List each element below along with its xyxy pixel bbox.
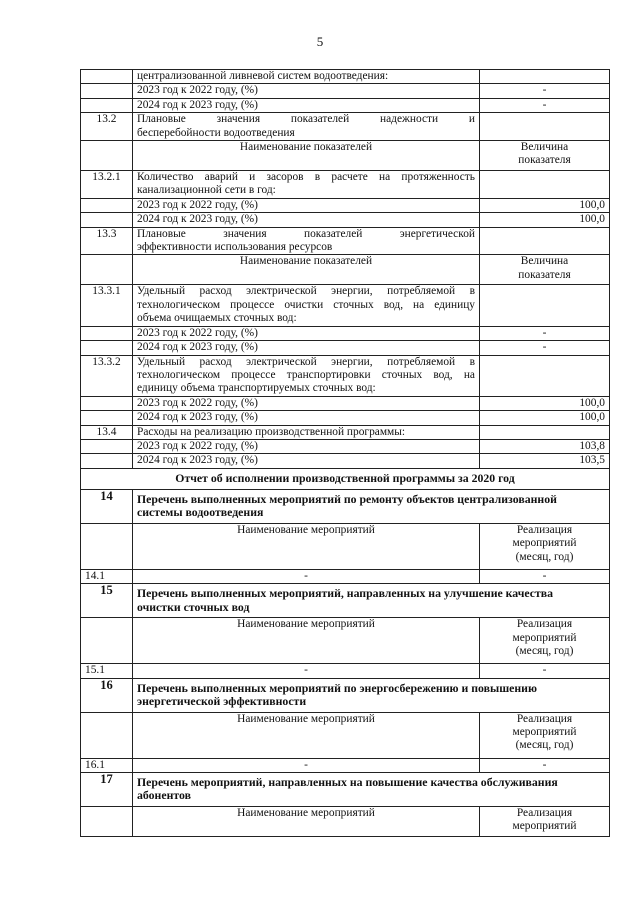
- table-row: [81, 70, 610, 84]
- header-name: Наименование показателей: [133, 141, 480, 171]
- table-row: [81, 411, 610, 425]
- table-row: [81, 569, 610, 583]
- section-number: 17: [81, 772, 133, 806]
- row-text: централизованной ливневой систем водоотведения:: [133, 70, 480, 84]
- row-text: 2023 год к 2022 году, (%): [133, 439, 480, 453]
- table-header-row: [81, 141, 610, 171]
- section-number: 16: [81, 678, 133, 712]
- section-title: Перечень выполненных мероприятий по энергосбережению и повышению энергетической эффективности: [133, 678, 610, 712]
- table-row: [81, 439, 610, 453]
- table-row: [81, 341, 610, 355]
- table-row: [81, 664, 610, 678]
- row-text: Плановые значения показателей надежности и бесперебойности водоотведения: [133, 113, 480, 141]
- row-text: Количество аварий и засоров в расчете на протяженность канализационной сети в год:: [133, 171, 480, 199]
- section-title: Перечень выполненных мероприятий по ремонту объектов централизованной системы водоотведения: [133, 489, 610, 523]
- header-value: Реализация мероприятий (месяц, год): [480, 712, 610, 758]
- table-row: [81, 355, 610, 396]
- page-number: 5: [316, 34, 324, 49]
- table-row: [81, 198, 610, 212]
- table-row: [81, 285, 610, 326]
- row-text: -: [133, 664, 480, 678]
- row-value: 100,0: [480, 198, 610, 212]
- section-number: 14: [81, 489, 133, 523]
- row-text: -: [133, 569, 480, 583]
- row-number: 13.4: [81, 425, 133, 439]
- table-row: [81, 454, 610, 468]
- table-row: [81, 213, 610, 227]
- row-text: 2024 год к 2023 году, (%): [133, 341, 480, 355]
- row-number: 13.2.1: [81, 171, 133, 199]
- section-row: [81, 678, 610, 712]
- header-name: Наименование показателей: [133, 255, 480, 285]
- row-value: 100,0: [480, 396, 610, 410]
- row-text: 2024 год к 2023 году, (%): [133, 411, 480, 425]
- row-number: 13.3: [81, 227, 133, 255]
- header-value: Величина показателя: [480, 255, 610, 285]
- header-value: Реализация мероприятий (месяц, год): [480, 523, 610, 569]
- row-value: -: [480, 84, 610, 98]
- row-value: -: [480, 569, 610, 583]
- header-value: Реализация мероприятий: [480, 806, 610, 836]
- table-header-row: [81, 255, 610, 285]
- row-value: -: [480, 758, 610, 772]
- row-value: 103,8: [480, 439, 610, 453]
- row-value: 103,5: [480, 454, 610, 468]
- table-header-row: [81, 618, 610, 664]
- table-row: [81, 758, 610, 772]
- table-header-row: [81, 806, 610, 836]
- row-number: 15.1: [81, 664, 133, 678]
- table-row: [81, 326, 610, 340]
- row-number: 13.3.1: [81, 285, 133, 326]
- row-text: -: [133, 758, 480, 772]
- row-text: 2024 год к 2023 году, (%): [133, 98, 480, 112]
- row-value: 100,0: [480, 213, 610, 227]
- row-text: 2024 год к 2023 году, (%): [133, 454, 480, 468]
- table-row: [81, 425, 610, 439]
- table-row: [81, 98, 610, 112]
- row-text: Удельный расход электрической энергии, потребляемой в технологическом процессе очистки сточных вод, на единицу объема очищаемых сточных вод:: [133, 285, 480, 326]
- header-name: Наименование мероприятий: [133, 806, 480, 836]
- section-title: Перечень выполненных мероприятий, направленных на улучшение качества очистки сточных вод: [133, 584, 610, 618]
- table-row: [81, 171, 610, 199]
- row-text: 2023 год к 2022 году, (%): [133, 84, 480, 98]
- section-number: 15: [81, 584, 133, 618]
- section-row: [81, 489, 610, 523]
- report-title-row: [81, 468, 610, 489]
- row-number: 16.1: [81, 758, 133, 772]
- section-row: [81, 584, 610, 618]
- row-value: -: [480, 341, 610, 355]
- row-text: Плановые значения показателей энергетической эффективности использования ресурсов: [133, 227, 480, 255]
- table-row: [81, 113, 610, 141]
- table-header-row: [81, 712, 610, 758]
- section-title: Перечень мероприятий, направленных на повышение качества обслуживания абонентов: [133, 772, 610, 806]
- section-row: [81, 772, 610, 806]
- row-text: Удельный расход электрической энергии, потребляемой в технологическом процессе транспортировки сточных вод, на единицу объема транспортируемых сточных вод:: [133, 355, 480, 396]
- row-value: -: [480, 98, 610, 112]
- row-text: 2024 год к 2023 году, (%): [133, 213, 480, 227]
- header-name: Наименование мероприятий: [133, 618, 480, 664]
- header-value: Величина показателя: [480, 141, 610, 171]
- row-text: 2023 год к 2022 году, (%): [133, 326, 480, 340]
- header-value: Реализация мероприятий (месяц, год): [480, 618, 610, 664]
- header-name: Наименование мероприятий: [133, 712, 480, 758]
- row-text: 2023 год к 2022 году, (%): [133, 396, 480, 410]
- row-value: 100,0: [480, 411, 610, 425]
- production-program-table: [80, 69, 610, 837]
- report-title: Отчет об исполнении производственной программы за 2020 год: [81, 468, 610, 489]
- table-header-row: [81, 523, 610, 569]
- row-value: -: [480, 326, 610, 340]
- table-row: [81, 84, 610, 98]
- row-number: 13.2: [81, 113, 133, 141]
- row-number: 13.3.2: [81, 355, 133, 396]
- row-number: 14.1: [81, 569, 133, 583]
- row-value: -: [480, 664, 610, 678]
- table-row: [81, 396, 610, 410]
- row-text: Расходы на реализацию производственной программы:: [133, 425, 480, 439]
- row-text: 2023 год к 2022 году, (%): [133, 198, 480, 212]
- table-row: [81, 227, 610, 255]
- header-name: Наименование мероприятий: [133, 523, 480, 569]
